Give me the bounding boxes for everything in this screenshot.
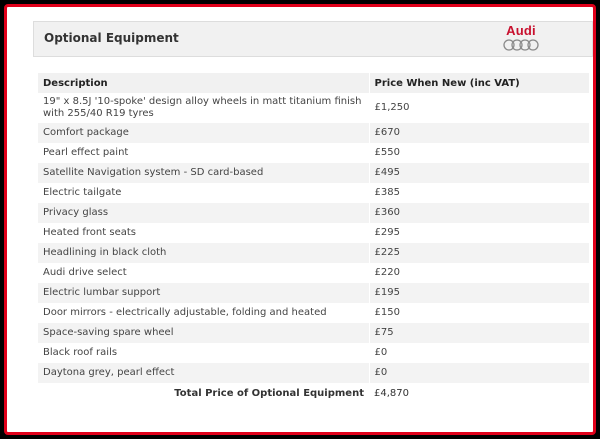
cell-description: Space-saving spare wheel — [38, 323, 369, 343]
section-title: Optional Equipment — [44, 31, 179, 45]
section-header — [33, 21, 593, 57]
table-row — [38, 143, 589, 163]
cell-description: Pearl effect paint — [38, 143, 369, 163]
table-row — [38, 93, 589, 123]
brand-name: Audi — [506, 23, 536, 38]
cell-description: Electric tailgate — [38, 183, 369, 203]
cell-description: Black roof rails — [38, 343, 369, 363]
cell-description: Privacy glass — [38, 203, 369, 223]
cell-price: £385 — [369, 183, 589, 203]
cell-description: 19" x 8.5J '10-spoke' design alloy wheels in matt titanium finish with 255/40 R19 tyres — [38, 93, 369, 123]
cell-description: Door mirrors - electrically adjustable, folding and heated — [38, 303, 369, 323]
column-header-price: Price When New (inc VAT) — [369, 73, 589, 93]
cell-price: £195 — [369, 283, 589, 303]
cell-description: Audi drive select — [38, 263, 369, 283]
table-row — [38, 303, 589, 323]
table-row — [38, 343, 589, 363]
cell-price: £220 — [369, 263, 589, 283]
cell-description: Daytona grey, pearl effect — [38, 363, 369, 383]
table-row — [38, 263, 589, 283]
cell-price: £670 — [369, 123, 589, 143]
table-row — [38, 163, 589, 183]
cell-description: Headlining in black cloth — [38, 243, 369, 263]
cell-description: Satellite Navigation system - SD card-based — [38, 163, 369, 183]
table-row — [38, 183, 589, 203]
cell-description: Electric lumbar support — [38, 283, 369, 303]
table-header-row — [38, 73, 589, 93]
cell-price: £495 — [369, 163, 589, 183]
cell-description: Comfort package — [38, 123, 369, 143]
cell-price: £75 — [369, 323, 589, 343]
column-header-description: Description — [38, 73, 369, 93]
audi-logo — [499, 24, 543, 51]
table-row — [38, 223, 589, 243]
table-row — [38, 283, 589, 303]
audi-rings-icon — [503, 39, 539, 51]
cell-price: £225 — [369, 243, 589, 263]
content-frame — [4, 4, 596, 435]
cell-price: £150 — [369, 303, 589, 323]
total-value: £4,870 — [369, 383, 589, 405]
cell-price: £1,250 — [369, 93, 589, 123]
cell-price: £295 — [369, 223, 589, 243]
total-row — [38, 383, 589, 405]
equipment-table — [38, 73, 589, 405]
total-label: Total Price of Optional Equipment — [38, 383, 369, 405]
cell-price: £550 — [369, 143, 589, 163]
cell-price: £0 — [369, 363, 589, 383]
table-row — [38, 123, 589, 143]
table-row — [38, 203, 589, 223]
cell-description: Heated front seats — [38, 223, 369, 243]
cell-price: £360 — [369, 203, 589, 223]
table-row — [38, 243, 589, 263]
table-row — [38, 363, 589, 383]
cell-price: £0 — [369, 343, 589, 363]
table-row — [38, 323, 589, 343]
